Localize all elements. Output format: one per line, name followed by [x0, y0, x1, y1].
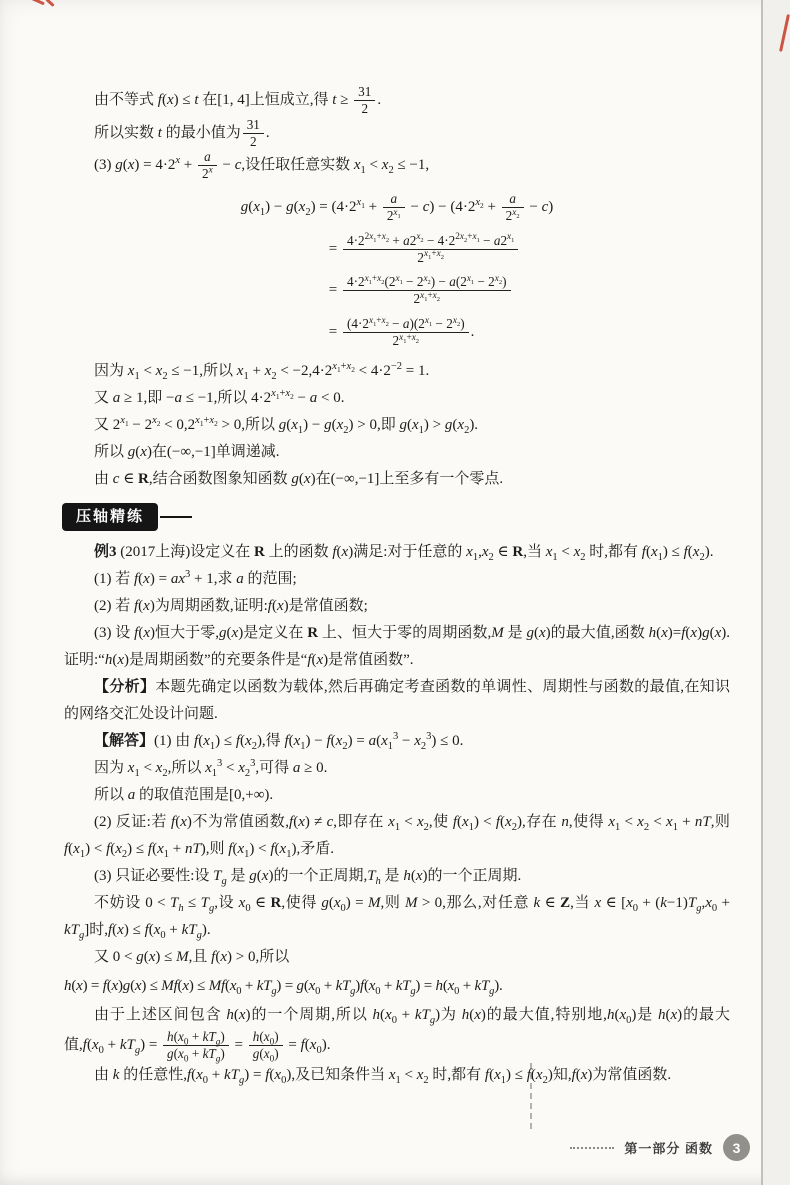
- paragraph: 所以 a 的取值范围是[0,+∞).: [94, 786, 274, 803]
- paragraph: 由于上述区间包含 h(x)的一个周期,所以 $h(x_0 + kT_g)$为 h(x)的最大值,特别地$,h(x_0)$是 h(x)的最大值$,f(x_0 + kT_g)$ = $\frac{h(x_0 + kT_g)}{g(x_0 + kT_g)}$ = $\frac{h(x_0)}{g(x_0)}$ = $f(x_0)$.: [64, 1006, 730, 1064]
- fraction: $\frac{h(x_0 + kT_g)}{g(x_0 + kT_g)}$: [163, 1029, 229, 1062]
- footer-section-label: 第一部分 函数: [624, 1141, 713, 1156]
- paragraph: 所以 g(x)在(−∞,−1]单调递减.: [94, 443, 280, 460]
- section-banner: 压轴精练: [62, 503, 158, 531]
- paragraph: 【解答】(1) 由 $f(x_1) \le f(x_2)$,得 $f(x_1) - f(x_2) = a(x_1^3 - x_2^3) \le 0$.: [94, 730, 464, 752]
- fraction: $\frac{a}{2^{x_2}}$: [502, 191, 524, 224]
- equation-line: = $\frac{4\cdot 2^{x_1+x_2}(2^{x_1} - 2^{x_2}) - a(2^{x_1} - 2^{x_2})}{2^{x_1+x_2}}$: [329, 274, 554, 307]
- paragraph: (2) 若 f(x)为周期函数,证明:f(x)是常值函数;: [94, 597, 368, 614]
- fraction: $\frac{h(x_0)}{g(x_0)}$: [249, 1029, 283, 1062]
- fraction: $\frac{a}{2^x}$: [198, 149, 217, 182]
- paragraph: 又 a ≥ 1,即 −a ≤ −1,所以 $4\cdot 2^{x_1+x_2} - a < 0$.: [94, 387, 345, 406]
- paragraph: (1) 若 $f(x) = ax^3 + 1$,求 a 的范围;: [94, 568, 297, 587]
- paragraph: 由 k 的任意性$,f(x_0 + kT_g) = f(x_0)$,及已知条件当 $x_1 < x_2$ 时,都有 $f(x_1) \le f(x_2)$知,f(x)为常值函数.: [94, 1066, 672, 1086]
- fraction: $\frac{(4\cdot 2^{x_1+x_2} - a)(2^{x_1} - 2^{x_2})}{2^{x_1+x_2}}$: [343, 316, 469, 349]
- display-equation-block: [241, 191, 554, 349]
- paragraph: 由 c ∈ R,结合函数图象知函数 g(x)在(−∞,−1]上至多有一个零点.: [94, 470, 504, 487]
- paragraph: 因为 $x_1 < x_2 \le -1$,所以 $x_1 + x_2 < -2,4\cdot 2^{x_1+x_2} < 4\cdot 2^{-2} = 1$.: [94, 360, 430, 382]
- equation-line: $g(x_1) - g(x_2) = (4\cdot 2^{x_1}$ + $\frac{a}{2^{x_1}}$ − $c) - (4\cdot 2^{x_2}$ + $\frac{a}{2^{x_2}}$ − c): [240, 191, 554, 223]
- fraction: $\frac{31}{2}$: [354, 84, 375, 117]
- equation-paragraph: $h(x) = f(x)g(x) \le Mf(x) \le Mf(x_0 + kT_g) = g(x_0 + kT_g)f(x_0 + kT_g) = h(x_0 + kT_g)$.: [64, 977, 503, 997]
- paragraph: 因为 $x_1 < x_2$,所以 $x_1^3 < x_2^3$,可得 a ≥ 0.: [94, 757, 328, 779]
- fraction: $\frac{4\cdot 2^{x_1+x_2}(2^{x_1} - 2^{x_2}) - a(2^{x_1} - 2^{x_2})}{2^{x_1+x_2}}$: [343, 274, 511, 307]
- equation-line: = $\frac{(4\cdot 2^{x_1+x_2} - a)(2^{x_1} - 2^{x_2})}{2^{x_1+x_2}}$ .: [328, 314, 475, 348]
- page-footer: [570, 1134, 750, 1161]
- paragraph: (2) 反证:若 f(x)不为常值函数,f(x) ≠ c,即存在 $x_1 < x_2$,使 $f(x_1) < f(x_2)$,存在 n,使得 $x_1 < x_2 < x_1$ + nT,则 $f(x_1) < f(x_2) \le f(x_1 + nT)$,则 $f(x_1) < f(x_1)$,矛盾.: [64, 813, 730, 860]
- footer-rule: [570, 1147, 614, 1149]
- fraction: $\frac{31}{2}$: [243, 117, 264, 150]
- section-banner-row: [62, 503, 730, 531]
- equation-line: = $\frac{4\cdot 2^{2x_1+x_2} + a2^{x_2} - 4\cdot 2^{2x_2+x_1} - a2^{x_1}}{2^{x_1+x_2}}$: [329, 233, 554, 266]
- paragraph: 又 0 < g(x) ≤ M,且 f(x) > 0,所以: [94, 948, 290, 965]
- fraction: $\frac{a}{2^{x_1}}$: [383, 191, 405, 224]
- paragraph: 所以实数 t 的最小值为 $\frac{31}{2}$ .: [94, 116, 270, 149]
- paragraph: 由不等式 f(x) ≤ t 在[1, 4]上恒成立,得 t ≥ $\frac{31}{2}$ .: [94, 84, 382, 116]
- paragraph: (3) 只证必要性:设 $T_g$ 是 g(x)的一个正周期$,T_h$ 是 h(x)的一个正周期.: [94, 867, 522, 887]
- page-number: 3: [723, 1134, 750, 1161]
- fraction: $\frac{4\cdot 2^{2x_1+x_2} + a2^{x_2} - 4\cdot 2^{2x_2+x_1} - a2^{x_1}}{2^{x_1+x_2}}$: [343, 233, 518, 266]
- paragraph: 不妨设 $0 < T_h \le T_g$,设 $x_0$ ∈ R,使得 $g(x_0) = M$,则 M > 0,那么,对任意 k ∈ Z,当 x ∈ $[x_0 + (k-1)T_g,x_0 + kT_g]$时$,f(x) \le f(x_0 + kT_g)$.: [64, 894, 730, 941]
- paragraph: 【分析】本题先确定以函数为载体,然后再确定考查函数的单调性、周期性与函数的最值,在知识的网络交汇处设计问题.: [64, 678, 730, 722]
- paragraph: 又 $2^{x_1} - 2^{x_2} < 0,2^{x_1+x_2} > 0$,所以 $g(x_1) - g(x_2) > 0$,即 $g(x_1) > g(x_2)$.: [94, 414, 479, 436]
- paragraph: (3) 设 f(x)恒大于零,g(x)是定义在 R 上、恒大于零的周期函数,M 是 g(x)的最大值,函数 h(x)=f(x)g(x).证明:“h(x)是周期函数”的充要条件是“f(x)是常值函数”.: [64, 624, 730, 668]
- paragraph: (3) $g(x) = 4\cdot 2^x$ + $\frac{a}{2^x}$ − c,设任取任意实数 $x_1 < x_2 \le -1$,: [94, 149, 430, 182]
- banner-rule: [160, 516, 192, 518]
- paragraph: 例3 (2017上海)设定义在 R 上的函数 f(x)满足:对于任意的 $x_1,x_2$ ∈ R,当 $x_1 < x_2$ 时,都有 $f(x_1) \le f(x_2)$.: [94, 543, 714, 563]
